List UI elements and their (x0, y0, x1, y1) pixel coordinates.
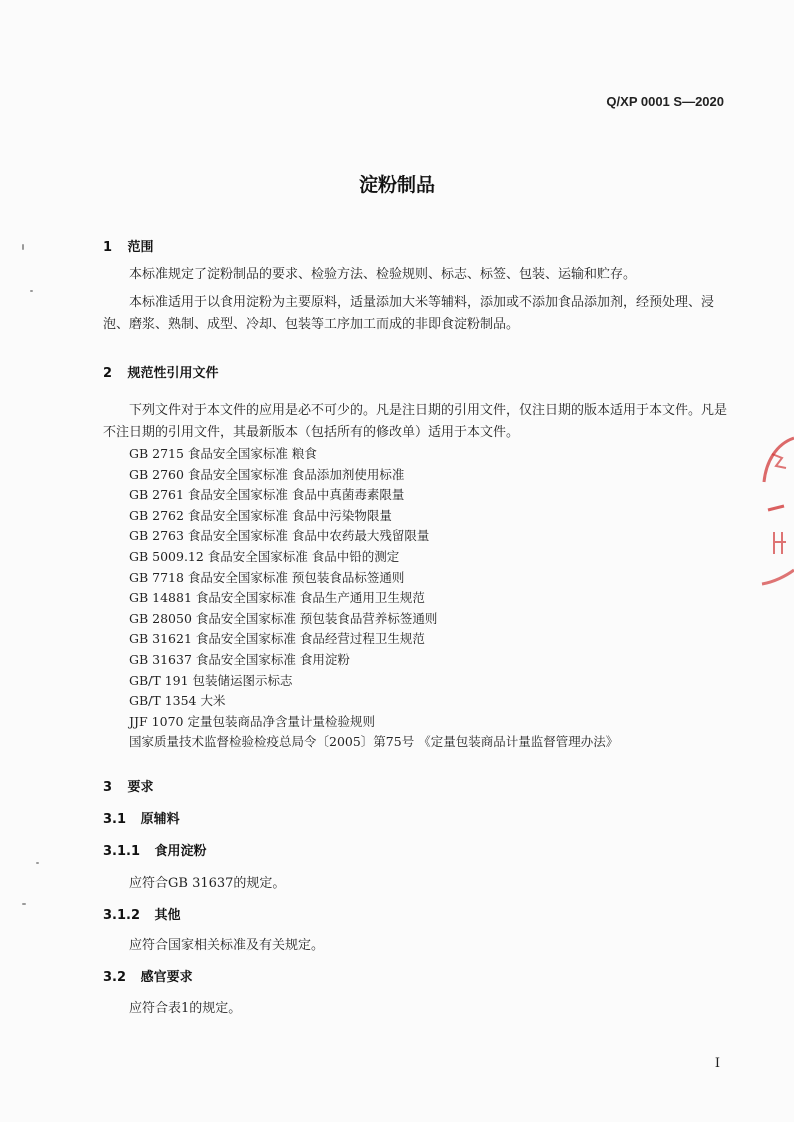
scan-speck (22, 903, 26, 905)
reference-item: JJF 1070 定量包装商品净含量计量检验规则 (129, 713, 375, 729)
section-3-heading (103, 776, 154, 795)
section-title: 规范性引用文件 (127, 366, 219, 381)
scan-speck (30, 290, 33, 292)
page-number: I (714, 1056, 720, 1071)
section-2-heading (103, 362, 219, 381)
section-3-1-heading (103, 808, 180, 827)
section-3-2-text: 应符合表1的规定。 (129, 1001, 242, 1016)
references-intro: 下列文件对于本文件的应用是必不可少的。凡是注日期的引用文件，仅注日期的版本适用于本文件。凡是不注日期的引用文件，其最新版本（包括所有的修改单）适用于本文件。 (103, 403, 728, 440)
reference-item: GB/T 1354 大米 (129, 693, 226, 709)
reference-item: GB 2715 食品安全国家标准 粮食 (129, 446, 317, 461)
scope-paragraph-1: 本标准规定了淀粉制品的要求、检验方法、检验规则、标志、标签、包装、运输和贮存。 (129, 267, 637, 282)
section-1-heading (103, 236, 154, 255)
reference-item: GB 2760 食品安全国家标准 食品添加剂使用标准 (129, 466, 405, 482)
reference-item: 国家质量技术监督检验检疫总局令〔2005〕第75号 《定量包装商品计量监督管理办法》 (129, 734, 619, 750)
reference-item: GB 14881 食品安全国家标准 食品生产通用卫生规范 (129, 590, 425, 606)
section-number: 3.1 (103, 812, 127, 827)
section-number: 3.1.2 (103, 908, 141, 923)
reference-item: GB/T 191 包装储运图示标志 (129, 672, 293, 688)
section-title: 其他 (154, 908, 181, 923)
reference-item: GB 28050 食品安全国家标准 预包装食品营养标签通则 (129, 610, 438, 626)
red-seal-icon (758, 432, 794, 592)
reference-item: GB 31637 食品安全国家标准 食用淀粉 (129, 651, 350, 667)
section-3-1-2-heading (103, 904, 181, 923)
scope-paragraph-2: 本标准适用于以食用淀粉为主要原料，适量添加大米等辅料，添加或不添加食品添加剂，经预处理、浸泡、磨浆、熟制、成型、冷却、包装等工序加工而成的非即食淀粉制品。 (103, 295, 715, 332)
scan-speck (22, 244, 24, 250)
section-number: 3 (103, 780, 113, 795)
section-3-1-1-text: 应符合GB 31637的规定。 (129, 876, 286, 891)
section-title: 食用淀粉 (154, 844, 207, 859)
section-3-1-2-text: 应符合国家相关标准及有关规定。 (129, 938, 325, 953)
reference-list (129, 444, 618, 753)
section-3-2-heading (103, 966, 193, 985)
section-title: 原辅料 (140, 812, 180, 827)
section-3-1-1-heading (103, 840, 207, 859)
section-number: 1 (103, 240, 113, 255)
section-title: 感官要求 (140, 970, 193, 985)
section-number: 2 (103, 366, 113, 381)
reference-item: GB 2763 食品安全国家标准 食品中农药最大残留限量 (129, 528, 430, 544)
document-title: 淀粉制品 (358, 174, 435, 196)
section-number: 3.1.1 (103, 844, 141, 859)
standard-code: Q/XP 0001 S—2020 (606, 94, 724, 109)
reference-item: GB 5009.12 食品安全国家标准 食品中铅的测定 (129, 548, 400, 564)
reference-item: GB 2762 食品安全国家标准 食品中污染物限量 (129, 507, 392, 523)
scan-speck (36, 862, 39, 864)
reference-item: GB 2761 食品安全国家标准 食品中真菌毒素限量 (129, 487, 405, 503)
reference-item: GB 7718 食品安全国家标准 预包装食品标签通则 (129, 569, 405, 585)
section-title: 范围 (127, 240, 154, 255)
section-title: 要求 (127, 780, 154, 795)
reference-item: GB 31621 食品安全国家标准 食品经营过程卫生规范 (129, 631, 425, 647)
section-number: 3.2 (103, 970, 127, 985)
